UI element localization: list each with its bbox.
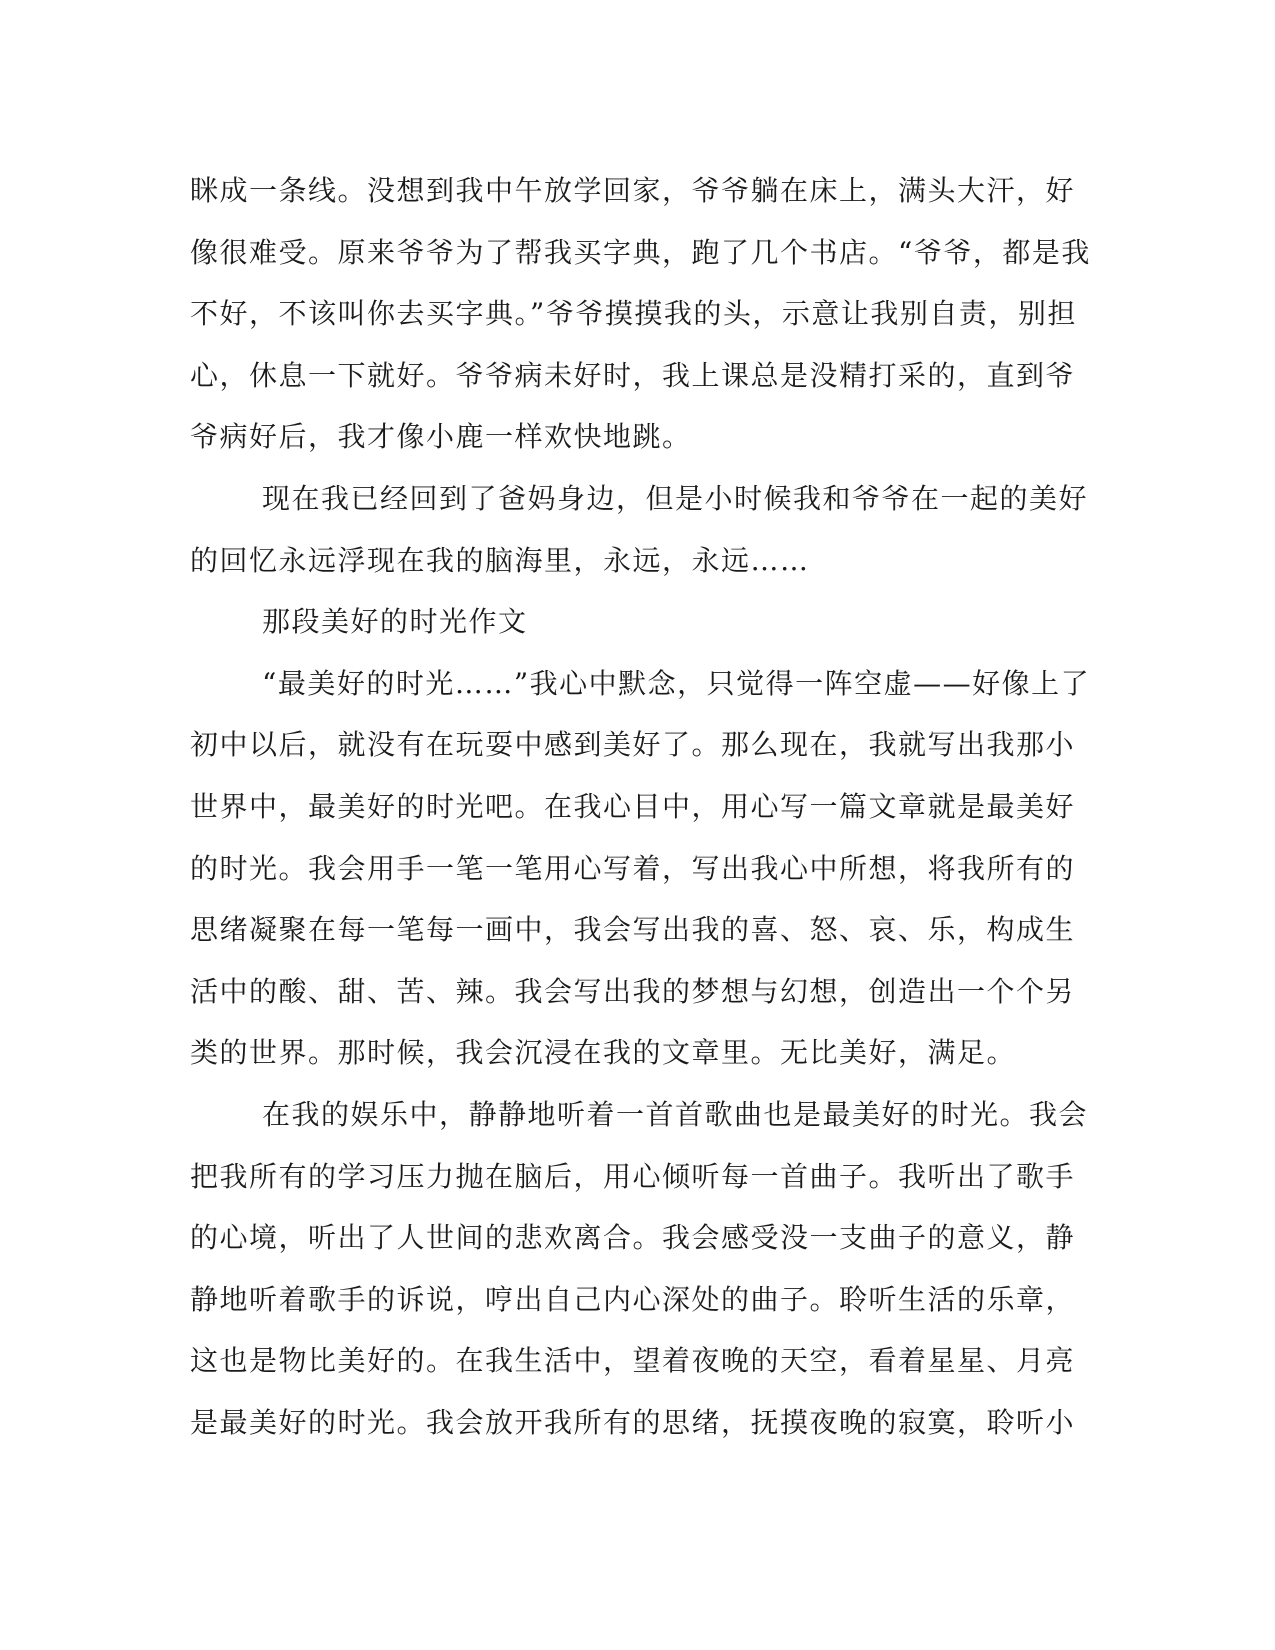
text-line: 初中以后，就没有在玩耍中感到美好了。那么现在，我就写出我那小	[190, 728, 1076, 762]
text-line: 眯成一条线。没想到我中午放学回家，爷爷躺在床上，满头大汗，好	[190, 174, 1076, 207]
text-line: 现在我已经回到了爸妈身边，但是小时候我和爷爷在一起的美好	[262, 481, 1089, 515]
text-line: 活中的酸、甜、苦、辣。我会写出我的梦想与幻想，创造出一个个另	[190, 974, 1076, 1008]
text-line: 爷病好后，我才像小鹿一样欢快地跳。	[190, 420, 692, 454]
text-line: “最美好的时光……”我心中默念，只觉得一阵空虚——好像上了	[262, 666, 1091, 700]
text-line: 思绪凝聚在每一笔每一画中，我会写出我的喜、怒、哀、乐，构成生	[190, 913, 1076, 947]
text-line: 把我所有的学习压力抛在脑后，用心倾听每一首曲子。我听出了歌手	[190, 1159, 1076, 1193]
text-line: 的时光。我会用手一笔一笔用心写着，写出我心中所想，将我所有的	[190, 851, 1076, 885]
text-line: 的心境，听出了人世间的悲欢离合。我会感受没一支曲子的意义，静	[190, 1221, 1076, 1255]
text-line: 像很难受。原来爷爷为了帮我买字典，跑了几个书店。“爷爷，都是我	[190, 235, 1091, 269]
section-heading: 那段美好的时光作文	[262, 605, 528, 639]
text-line: 是最美好的时光。我会放开我所有的思绪，抚摸夜晚的寂寞，聆听小	[190, 1405, 1076, 1439]
text-line: 类的世界。那时候，我会沉浸在我的文章里。无比美好，满足。	[190, 1036, 1017, 1070]
text-line: 心，休息一下就好。爷爷病未好时，我上课总是没精打采的，直到爷	[190, 358, 1076, 392]
text-line: 世界中，最美好的时光吧。在我心目中，用心写一篇文章就是最美好	[190, 789, 1076, 823]
text-line: 的回忆永远浮现在我的脑海里，永远，永远……	[190, 543, 810, 577]
body-text	[190, 160, 1090, 1453]
text-line: 静地听着歌手的诉说，哼出自己内心深处的曲子。聆听生活的乐章，	[190, 1282, 1076, 1316]
text-line: 不好，不该叫你去买字典。”爷爷摸摸我的头，示意让我别自责，别担	[190, 297, 1077, 331]
text-line: 这也是物比美好的。在我生活中，望着夜晚的天空，看着星星、月亮	[190, 1344, 1076, 1378]
text-line: 在我的娱乐中，静静地听着一首首歌曲也是最美好的时光。我会	[262, 1097, 1089, 1131]
